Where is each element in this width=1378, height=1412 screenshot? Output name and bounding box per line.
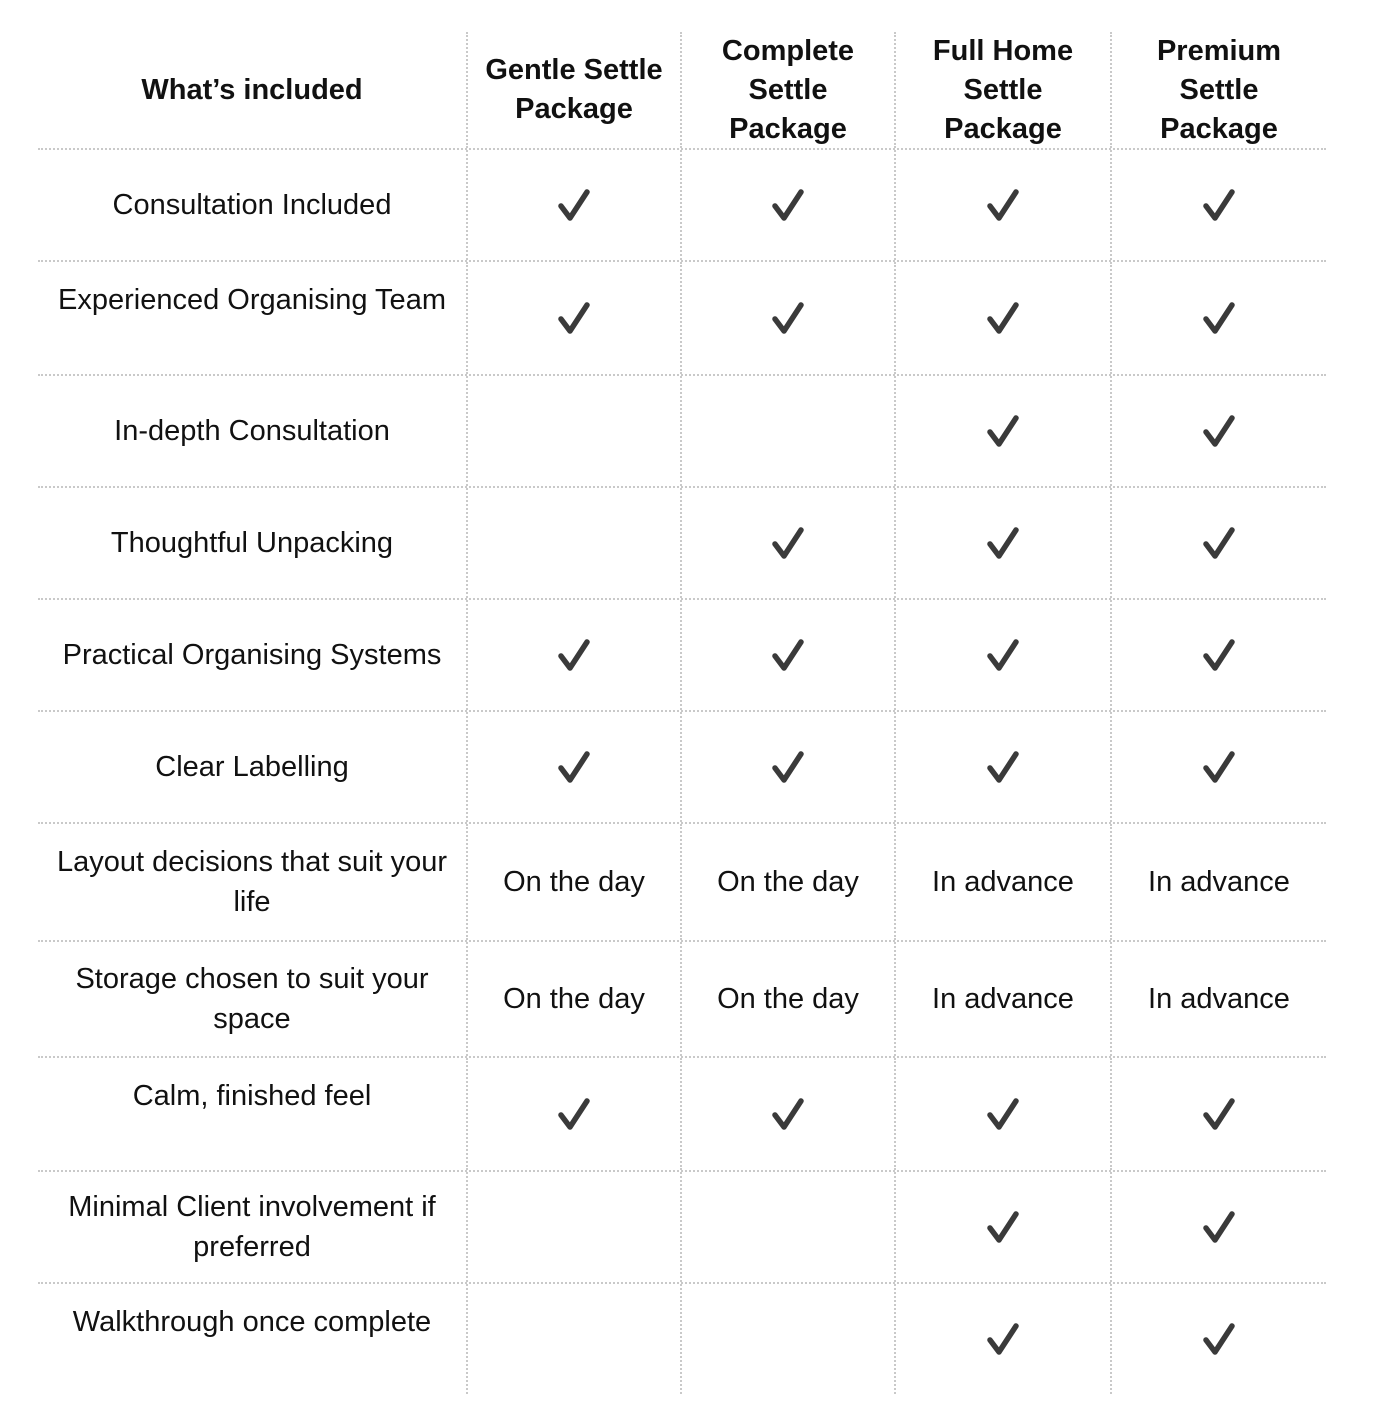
feature-label: Clear Labelling <box>155 751 349 783</box>
cell-complete <box>680 942 894 1056</box>
checkmark-icon <box>1203 750 1235 784</box>
cell-gentle <box>466 1172 680 1282</box>
checkmark-icon <box>1203 638 1235 672</box>
checkmark-icon <box>987 414 1019 448</box>
feature-label: Layout decisions that suit your life <box>56 846 448 918</box>
checkmark-icon <box>987 750 1019 784</box>
checkmark-icon <box>987 1322 1019 1356</box>
feature-label: Thoughtful Unpacking <box>110 527 394 559</box>
cell-gentle <box>466 488 680 598</box>
cell-complete <box>680 1172 894 1282</box>
cell-complete <box>680 262 894 374</box>
cell-text: In advance <box>1148 866 1290 898</box>
cell-premium <box>1110 1284 1326 1394</box>
table-row <box>38 600 1326 712</box>
checkmark-icon <box>1203 1210 1235 1244</box>
cell-gentle <box>466 376 680 486</box>
cell-gentle <box>466 942 680 1056</box>
cell-full-home <box>894 824 1110 940</box>
cell-premium <box>1110 1172 1326 1282</box>
checkmark-icon <box>772 301 804 335</box>
cell-full-home <box>894 1058 1110 1170</box>
header-complete-settle: Complete Settle Package <box>680 32 894 148</box>
cell-gentle <box>466 262 680 374</box>
cell-complete <box>680 376 894 486</box>
feature-label: In-depth Consultation <box>114 415 390 447</box>
feature-label: Experienced Organising Team <box>58 284 446 316</box>
checkmark-icon <box>772 638 804 672</box>
cell-gentle <box>466 712 680 822</box>
cell-premium <box>1110 150 1326 260</box>
checkmark-icon <box>1203 1322 1235 1356</box>
checkmark-icon <box>1203 1097 1235 1131</box>
checkmark-icon <box>987 301 1019 335</box>
table-row <box>38 1058 1326 1172</box>
header-premium-settle: Premium Settle Package <box>1110 32 1326 148</box>
header-gentle-settle: Gentle Settle Package <box>466 32 680 148</box>
feature-label: Walkthrough once complete <box>72 1306 432 1338</box>
checkmark-icon <box>1203 188 1235 222</box>
table-row <box>38 262 1326 376</box>
checkmark-icon <box>1203 414 1235 448</box>
cell-complete <box>680 600 894 710</box>
checkmark-icon <box>558 188 590 222</box>
cell-premium <box>1110 712 1326 822</box>
cell-complete <box>680 1058 894 1170</box>
cell-text: On the day <box>503 866 645 898</box>
cell-gentle <box>466 824 680 940</box>
table-body <box>38 150 1326 1394</box>
feature-label: Calm, finished feel <box>132 1080 372 1112</box>
cell-text: On the day <box>717 866 859 898</box>
cell-complete <box>680 488 894 598</box>
checkmark-icon <box>772 188 804 222</box>
checkmark-icon <box>987 188 1019 222</box>
cell-gentle <box>466 1284 680 1394</box>
table-row <box>38 712 1326 824</box>
feature-label: Practical Organising Systems <box>62 639 442 671</box>
cell-text: On the day <box>717 983 859 1015</box>
cell-full-home <box>894 1284 1110 1394</box>
cell-premium <box>1110 376 1326 486</box>
cell-premium <box>1110 600 1326 710</box>
cell-complete <box>680 712 894 822</box>
cell-full-home <box>894 1172 1110 1282</box>
cell-full-home <box>894 712 1110 822</box>
cell-text: On the day <box>503 983 645 1015</box>
cell-full-home <box>894 376 1110 486</box>
cell-gentle <box>466 1058 680 1170</box>
cell-text: In advance <box>1148 983 1290 1015</box>
checkmark-icon <box>987 638 1019 672</box>
cell-full-home <box>894 150 1110 260</box>
cell-full-home <box>894 600 1110 710</box>
cell-complete <box>680 1284 894 1394</box>
cell-full-home <box>894 488 1110 598</box>
cell-premium <box>1110 1058 1326 1170</box>
checkmark-icon <box>772 750 804 784</box>
table-row <box>38 942 1326 1058</box>
feature-label: Storage chosen to suit your space <box>75 963 429 1035</box>
checkmark-icon <box>772 1097 804 1131</box>
checkmark-icon <box>1203 301 1235 335</box>
checkmark-icon <box>558 1097 590 1131</box>
table-row <box>38 1172 1326 1284</box>
cell-gentle <box>466 150 680 260</box>
cell-gentle <box>466 600 680 710</box>
checkmark-icon <box>987 1210 1019 1244</box>
cell-text: In advance <box>932 866 1074 898</box>
cell-full-home <box>894 942 1110 1056</box>
cell-premium <box>1110 942 1326 1056</box>
package-comparison-table <box>38 32 1326 1394</box>
table-row <box>38 1284 1326 1394</box>
cell-full-home <box>894 262 1110 374</box>
feature-label: Consultation Included <box>112 189 392 221</box>
checkmark-icon <box>558 301 590 335</box>
header-full-home-settle: Full Home Settle Package <box>894 32 1110 148</box>
checkmark-icon <box>987 526 1019 560</box>
checkmark-icon <box>987 1097 1019 1131</box>
cell-text: In advance <box>932 983 1074 1015</box>
cell-complete <box>680 824 894 940</box>
header-feature: What’s included <box>141 73 363 106</box>
table-header-row <box>38 32 1326 150</box>
feature-label: Minimal Client involvement if preferred <box>68 1191 436 1263</box>
checkmark-icon <box>772 526 804 560</box>
cell-premium <box>1110 488 1326 598</box>
cell-premium <box>1110 262 1326 374</box>
table-row <box>38 376 1326 488</box>
checkmark-icon <box>558 750 590 784</box>
checkmark-icon <box>1203 526 1235 560</box>
cell-complete <box>680 150 894 260</box>
cell-premium <box>1110 824 1326 940</box>
table-row <box>38 488 1326 600</box>
table-row <box>38 150 1326 262</box>
table-row <box>38 824 1326 942</box>
checkmark-icon <box>558 638 590 672</box>
